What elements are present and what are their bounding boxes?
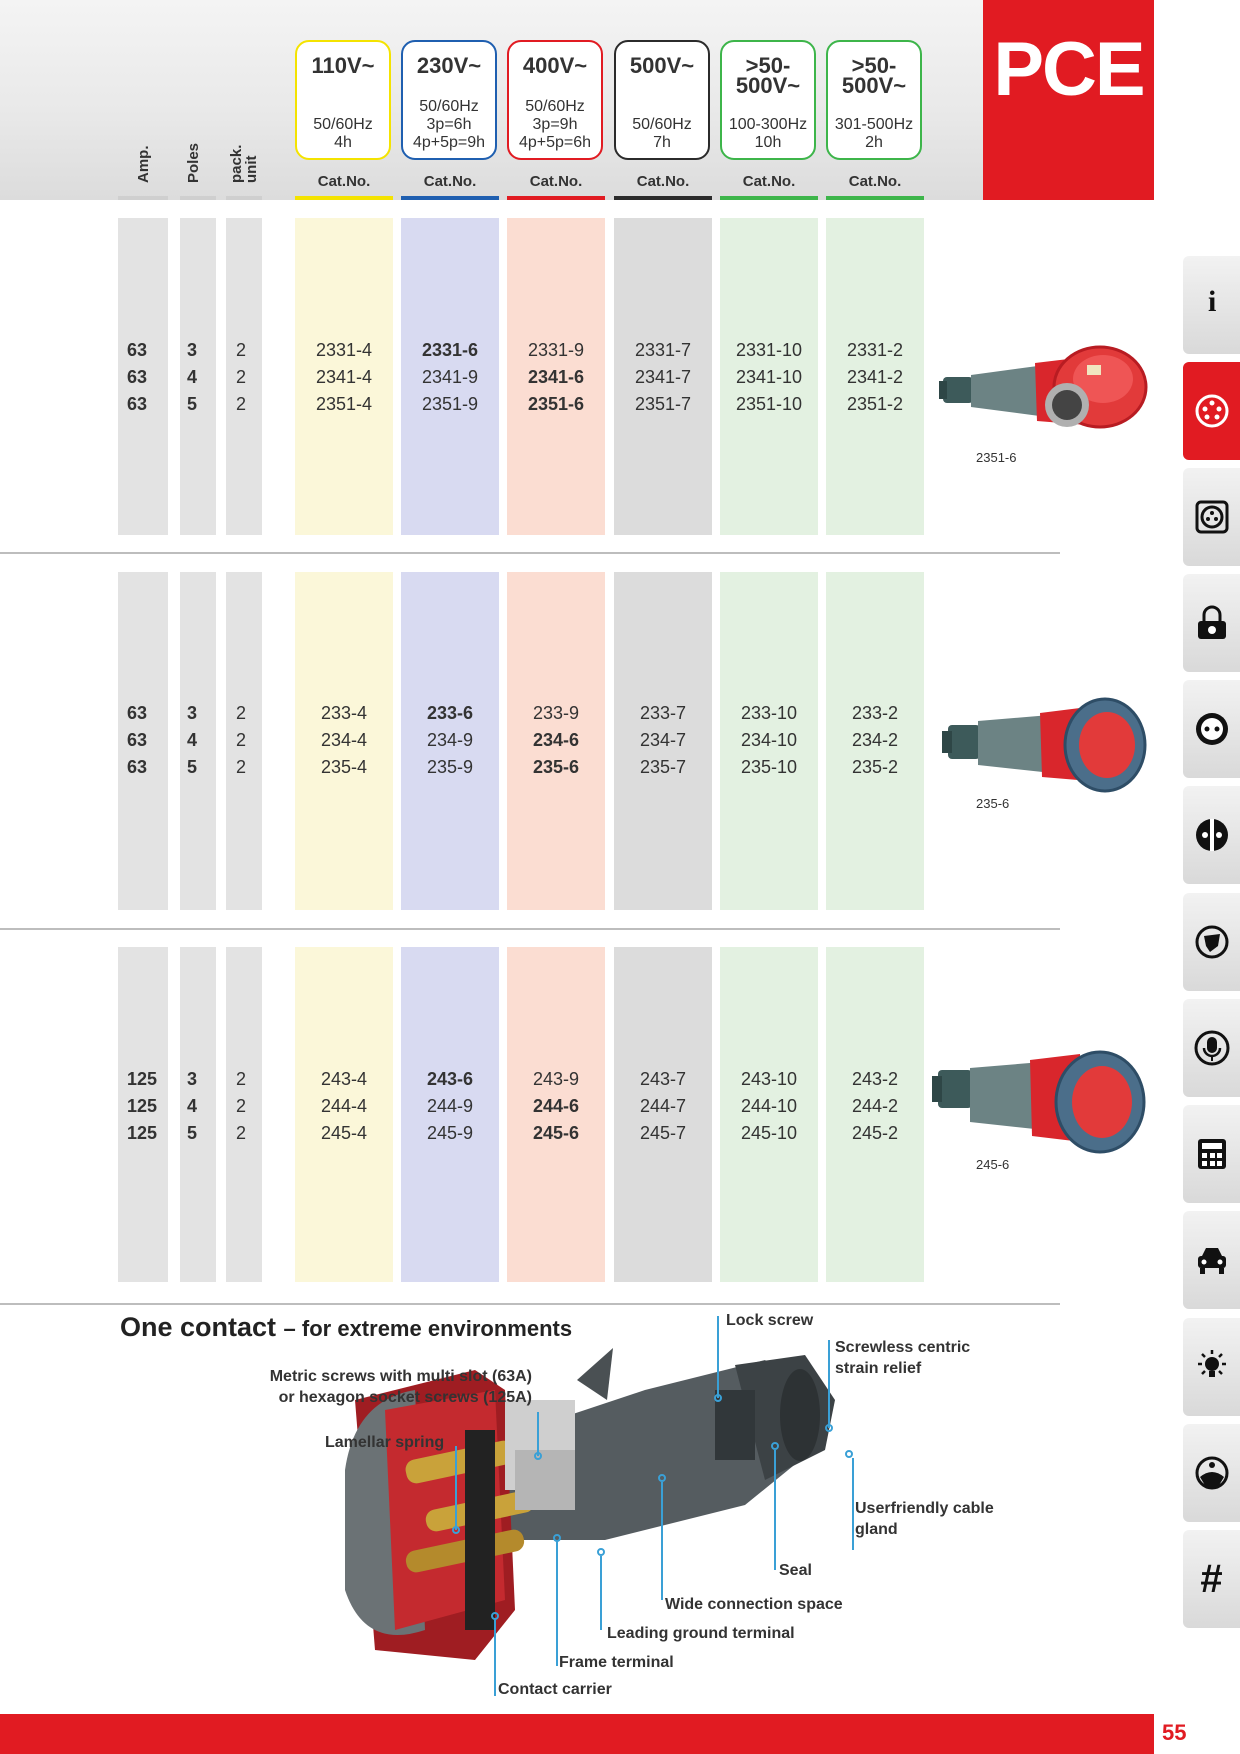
panel-socket-icon [1194,499,1230,535]
voltage-header-box [826,40,922,160]
callout-lock-screw: Lock screw [726,1312,814,1329]
voltage-label-line2: 500V~ [841,73,907,98]
table-cell-poles: 5 [187,757,198,777]
table-cell-catno: 2331-4 [315,340,373,360]
cat-no-header: Cat.No. [317,173,371,190]
product-label: 235-6 [976,796,1010,811]
cat-no-underline [507,196,605,200]
callout-line [717,1316,719,1398]
cat-no-underline [401,196,499,200]
schuko-socket-icon [1194,711,1230,747]
callout-dot [771,1442,779,1450]
side-tab-shield-plug[interactable] [1183,893,1240,991]
table-cell-catno: 243-6 [426,1069,474,1089]
voltage-header-box [401,40,497,160]
side-tab-locked-socket[interactable] [1183,574,1240,672]
side-tab-schuko-socket[interactable] [1183,680,1240,778]
table-cell-catno: 245-7 [639,1123,687,1143]
table-cell-catno: 244-7 [639,1096,687,1116]
cat-no-header: Cat.No. [848,173,902,190]
frequency-hours-text: 301-500Hz 2h [834,116,914,151]
callout-metric-screws: Metric screws with multi slot (63A) or hexagon socket screws (125A) [269,1368,532,1406]
table-cell-pack: 2 [236,1123,247,1143]
brand-logo: PCE [983,0,1154,200]
round-plug-icon [1194,817,1230,853]
callout-dot [845,1450,853,1458]
callout-dot [714,1394,722,1402]
page-number: 55 [1162,1720,1187,1745]
side-tab-info[interactable] [1183,256,1240,354]
side-tab-lamp[interactable] [1183,1318,1240,1416]
table-cell-catno: 2331-10 [735,340,803,360]
table-cell-poles: 3 [187,1069,198,1089]
table-cell-amp: 125 [127,1069,158,1089]
table-cell-catno: 235-10 [740,757,798,777]
table-cell-catno: 245-10 [740,1123,798,1143]
table-cell-pack: 2 [236,703,247,723]
table-cell-poles: 4 [187,730,198,750]
table-cell-catno: 233-4 [320,703,368,723]
callout-line [494,1618,496,1696]
callout-seal: Seal [779,1562,812,1579]
svg-text:i: i [1207,287,1216,318]
table-cell-catno: 245-9 [426,1123,474,1143]
table-cell-catno: 244-10 [740,1096,798,1116]
table-cell-amp: 63 [127,757,148,777]
table-cell-catno: 2331-9 [527,340,585,360]
distribution-board-icon [1194,1136,1230,1172]
table-cell-pack: 2 [236,730,247,750]
shield-plug-icon [1194,924,1230,960]
callout-wide-connection: Wide connection space [665,1596,843,1613]
hash-icon: # [1200,1556,1223,1601]
table-cell-catno: 2341-7 [634,367,692,387]
table-cell-catno: 233-10 [740,703,798,723]
callout-line [828,1340,830,1428]
table-cell-catno: 243-9 [532,1069,580,1089]
side-tab-panel-socket[interactable] [1183,468,1240,566]
table-cell-catno: 244-9 [426,1096,474,1116]
table-cell-poles: 5 [187,1123,198,1143]
callout-dot [491,1612,499,1620]
table-cell-catno: 234-7 [639,730,687,750]
side-tab-socket-5pin[interactable] [1183,362,1240,460]
table-cell-catno: 2351-10 [735,394,803,414]
col-underline-amp [118,196,168,200]
table-cell-catno: 235-6 [532,757,580,777]
table-cell-catno: 234-9 [426,730,474,750]
callout-dot [534,1452,542,1460]
side-tab-distribution-board[interactable] [1183,1105,1240,1203]
callout-line [600,1556,602,1630]
product-image-coupler-2351-6 [935,335,1150,445]
table-cell-amp: 63 [127,367,148,387]
info-icon [1194,287,1230,323]
callout-contact-carrier: Contact carrier [498,1681,612,1698]
col-header-pack: pack. unit [228,144,260,183]
product-label: 2351-6 [976,450,1017,465]
voltage-label: 110V~ [311,53,375,78]
table-cell-catno: 244-2 [851,1096,899,1116]
feature-title-rest: – for extreme environments [283,1316,573,1341]
frequency-hours-text: 50/60Hz 4h [313,116,373,151]
callout-cable-gland: Userfriendly cable gland [855,1500,994,1538]
table-cell-catno: 2341-6 [527,367,585,387]
voltage-label: >50- [745,53,791,78]
product-image-coupler-235-6 [940,695,1150,795]
table-cell-catno: 243-10 [740,1069,798,1089]
callout-dot [597,1548,605,1556]
table-cell-catno: 235-9 [426,757,474,777]
table-cell-catno: 243-4 [320,1069,368,1089]
table-cell-poles: 3 [187,340,198,360]
locked-socket-icon [1194,605,1230,641]
table-cell-catno: 245-4 [320,1123,368,1143]
table-cell-catno: 245-2 [851,1123,899,1143]
callout-line [537,1412,539,1456]
table-cell-catno: 244-4 [320,1096,368,1116]
table-cell-pack: 2 [236,757,247,777]
table-cell-catno: 2331-7 [634,340,692,360]
table-cell-catno: 234-6 [532,730,580,750]
table-cell-poles: 5 [187,394,198,414]
column-background [180,947,216,1282]
frequency-hours-text: 50/60Hz 7h [632,116,692,151]
table-cell-catno: 234-2 [851,730,899,750]
group-separator [0,552,1060,554]
col-underline-poles [180,196,216,200]
table-cell-catno: 233-9 [532,703,580,723]
callout-dot [658,1474,666,1482]
table-cell-amp: 63 [127,394,148,414]
feature-title-bold: One contact [120,1312,277,1342]
table-cell-amp: 63 [127,730,148,750]
callout-dot [452,1526,460,1534]
callout-line [455,1446,457,1530]
voltage-header-box [614,40,710,160]
table-cell-catno: 2341-9 [421,367,479,387]
side-tab-round-plug[interactable] [1183,786,1240,884]
side-tab-microphone[interactable] [1183,999,1240,1097]
steering-icon [1194,1455,1230,1491]
callout-line [661,1482,663,1600]
table-cell-amp: 125 [127,1123,158,1143]
table-cell-catno: 2341-10 [735,367,803,387]
column-background [180,572,216,910]
callout-ground-terminal: Leading ground terminal [607,1625,795,1642]
side-tab-vehicle[interactable] [1183,1211,1240,1309]
voltage-label: 230V~ [416,53,482,78]
cat-no-underline [720,196,818,200]
table-cell-catno: 244-6 [532,1096,580,1116]
cat-no-header: Cat.No. [529,173,583,190]
cat-no-underline [295,196,393,200]
table-cell-catno: 2351-2 [846,394,904,414]
table-cell-catno: 2351-4 [315,394,373,414]
product-image-coupler-245-6 [930,1050,1150,1160]
table-cell-amp: 63 [127,340,148,360]
callout-lamellar-spring: Lamellar spring [325,1434,445,1451]
microphone-icon [1194,1030,1230,1066]
col-header-amp: Amp. [135,145,152,183]
callout-strain-relief: Screwless centric strain relief [835,1339,971,1377]
cat-no-underline [614,196,712,200]
callout-frame-terminal: Frame terminal [559,1654,674,1671]
table-cell-pack: 2 [236,1069,247,1089]
callout-line [556,1540,558,1666]
table-cell-pack: 2 [236,1096,247,1116]
table-cell-catno: 233-2 [851,703,899,723]
col-underline-pack [226,196,262,200]
table-cell-pack: 2 [236,394,247,414]
vehicle-icon [1194,1242,1230,1278]
group-separator [0,928,1060,930]
table-cell-pack: 2 [236,340,247,360]
table-cell-poles: 4 [187,367,198,387]
group-separator [0,1303,1060,1305]
callout-dot [825,1424,833,1432]
callout-line [852,1458,854,1550]
voltage-header-box [507,40,603,160]
table-cell-catno: 235-7 [639,757,687,777]
cat-no-header: Cat.No. [742,173,796,190]
frequency-hours-text: 50/60Hz 3p=6h 4p+5p=9h [412,98,486,151]
frequency-hours-text: 100-300Hz 10h [728,116,808,151]
col-header-poles: Poles [185,142,202,183]
side-tab-steering[interactable] [1183,1424,1240,1522]
socket-5pin-icon [1194,393,1230,429]
side-tab-hash[interactable] [1183,1530,1240,1628]
product-label: 245-6 [976,1157,1010,1172]
cat-no-header: Cat.No. [423,173,477,190]
table-cell-catno: 2351-9 [421,394,479,414]
lamp-icon [1194,1349,1230,1385]
table-cell-catno: 234-10 [740,730,798,750]
table-cell-catno: 2351-7 [634,394,692,414]
table-cell-amp: 125 [127,1096,158,1116]
table-cell-catno: 2331-2 [846,340,904,360]
table-cell-catno: 2341-2 [846,367,904,387]
voltage-label: 400V~ [522,53,588,78]
table-cell-catno: 2351-6 [527,394,585,414]
callout-line [774,1450,776,1570]
table-cell-catno: 235-2 [851,757,899,777]
voltage-label: >50- [851,53,897,78]
table-cell-catno: 2331-6 [421,340,479,360]
table-cell-catno: 243-2 [851,1069,899,1089]
table-cell-catno: 2341-4 [315,367,373,387]
table-cell-catno: 245-6 [532,1123,580,1143]
voltage-label-line2: 500V~ [735,73,801,98]
table-cell-poles: 3 [187,703,198,723]
table-cell-catno: 243-7 [639,1069,687,1089]
frequency-hours-text: 50/60Hz 3p=9h 4p+5p=6h [518,98,592,151]
table-cell-poles: 4 [187,1096,198,1116]
table-cell-catno: 234-4 [320,730,368,750]
callout-dot [553,1534,561,1542]
table-cell-catno: 233-7 [639,703,687,723]
voltage-header-box [295,40,391,160]
voltage-header-box [720,40,816,160]
table-cell-catno: 233-6 [426,703,474,723]
table-cell-pack: 2 [236,367,247,387]
column-background [180,218,216,535]
cat-no-header: Cat.No. [636,173,690,190]
table-cell-amp: 63 [127,703,148,723]
voltage-label: 500V~ [629,53,695,78]
table-cell-catno: 235-4 [320,757,368,777]
cat-no-underline [826,196,924,200]
footer-bar [0,1714,1154,1754]
